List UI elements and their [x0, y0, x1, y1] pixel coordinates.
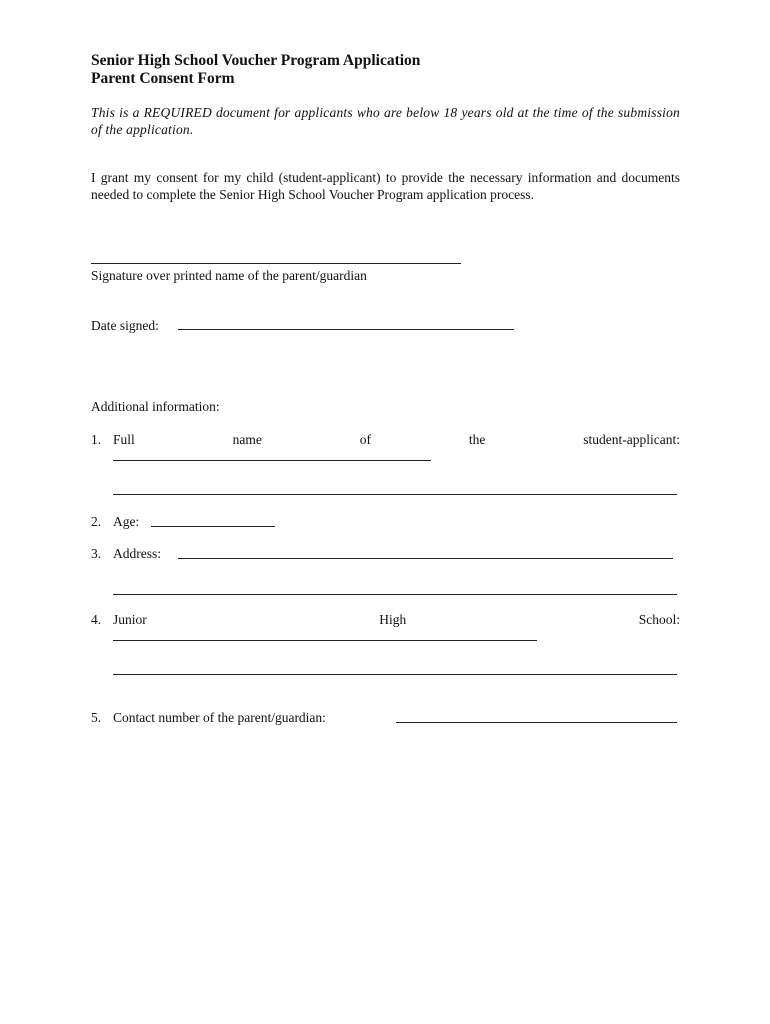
signature-line[interactable]: [91, 263, 461, 264]
item-4-label: [113, 612, 680, 628]
junior-high-line-1[interactable]: [113, 640, 537, 641]
consent-paragraph: I grant my consent for my child (student-applicant) to provide the necessary information and documents needed to complete the Senior High School Voucher Program application process.: [91, 170, 680, 202]
item-4-number: 4.: [91, 612, 102, 627]
signature-label: Signature over printed name of the parent/guardian: [91, 268, 367, 283]
date-signed-line[interactable]: [178, 329, 514, 330]
address-line-1[interactable]: [178, 558, 673, 559]
item-1-word: of: [359, 432, 372, 447]
item-3-number: 3.: [91, 546, 102, 561]
item-2-number: 2.: [91, 514, 102, 529]
full-name-line-2[interactable]: [113, 494, 677, 495]
item-5-number: 5.: [91, 710, 102, 725]
form-title: [91, 52, 420, 88]
additional-info-heading: Additional information:: [91, 399, 220, 414]
item-1-word: student-applicant:: [583, 432, 680, 447]
address-line-2[interactable]: [113, 594, 677, 595]
junior-high-line-2[interactable]: [113, 674, 677, 675]
contact-number-line[interactable]: [396, 722, 677, 723]
item-4-word: Junior: [113, 612, 147, 627]
item-4-word: High: [379, 612, 407, 627]
item-1-word: name: [232, 432, 262, 447]
item-4-word: School:: [638, 612, 680, 627]
item-1-word: Full: [113, 432, 135, 447]
item-1-label: [113, 432, 680, 448]
date-signed-label: Date signed:: [91, 318, 159, 333]
item-1-number: 1.: [91, 432, 102, 447]
address-label: Address:: [113, 546, 161, 561]
age-line[interactable]: [151, 526, 275, 527]
age-label: Age:: [113, 514, 140, 529]
title-line-2: Parent Consent Form: [91, 70, 235, 87]
required-note: This is a REQUIRED document for applicants who are below 18 years old at the time of the submission of the application.: [91, 105, 680, 137]
contact-number-label: Contact number of the parent/guardian:: [113, 710, 326, 725]
item-1-word: the: [468, 432, 486, 447]
full-name-line-1[interactable]: [113, 460, 431, 461]
title-line-1: Senior High School Voucher Program Application: [91, 52, 421, 69]
